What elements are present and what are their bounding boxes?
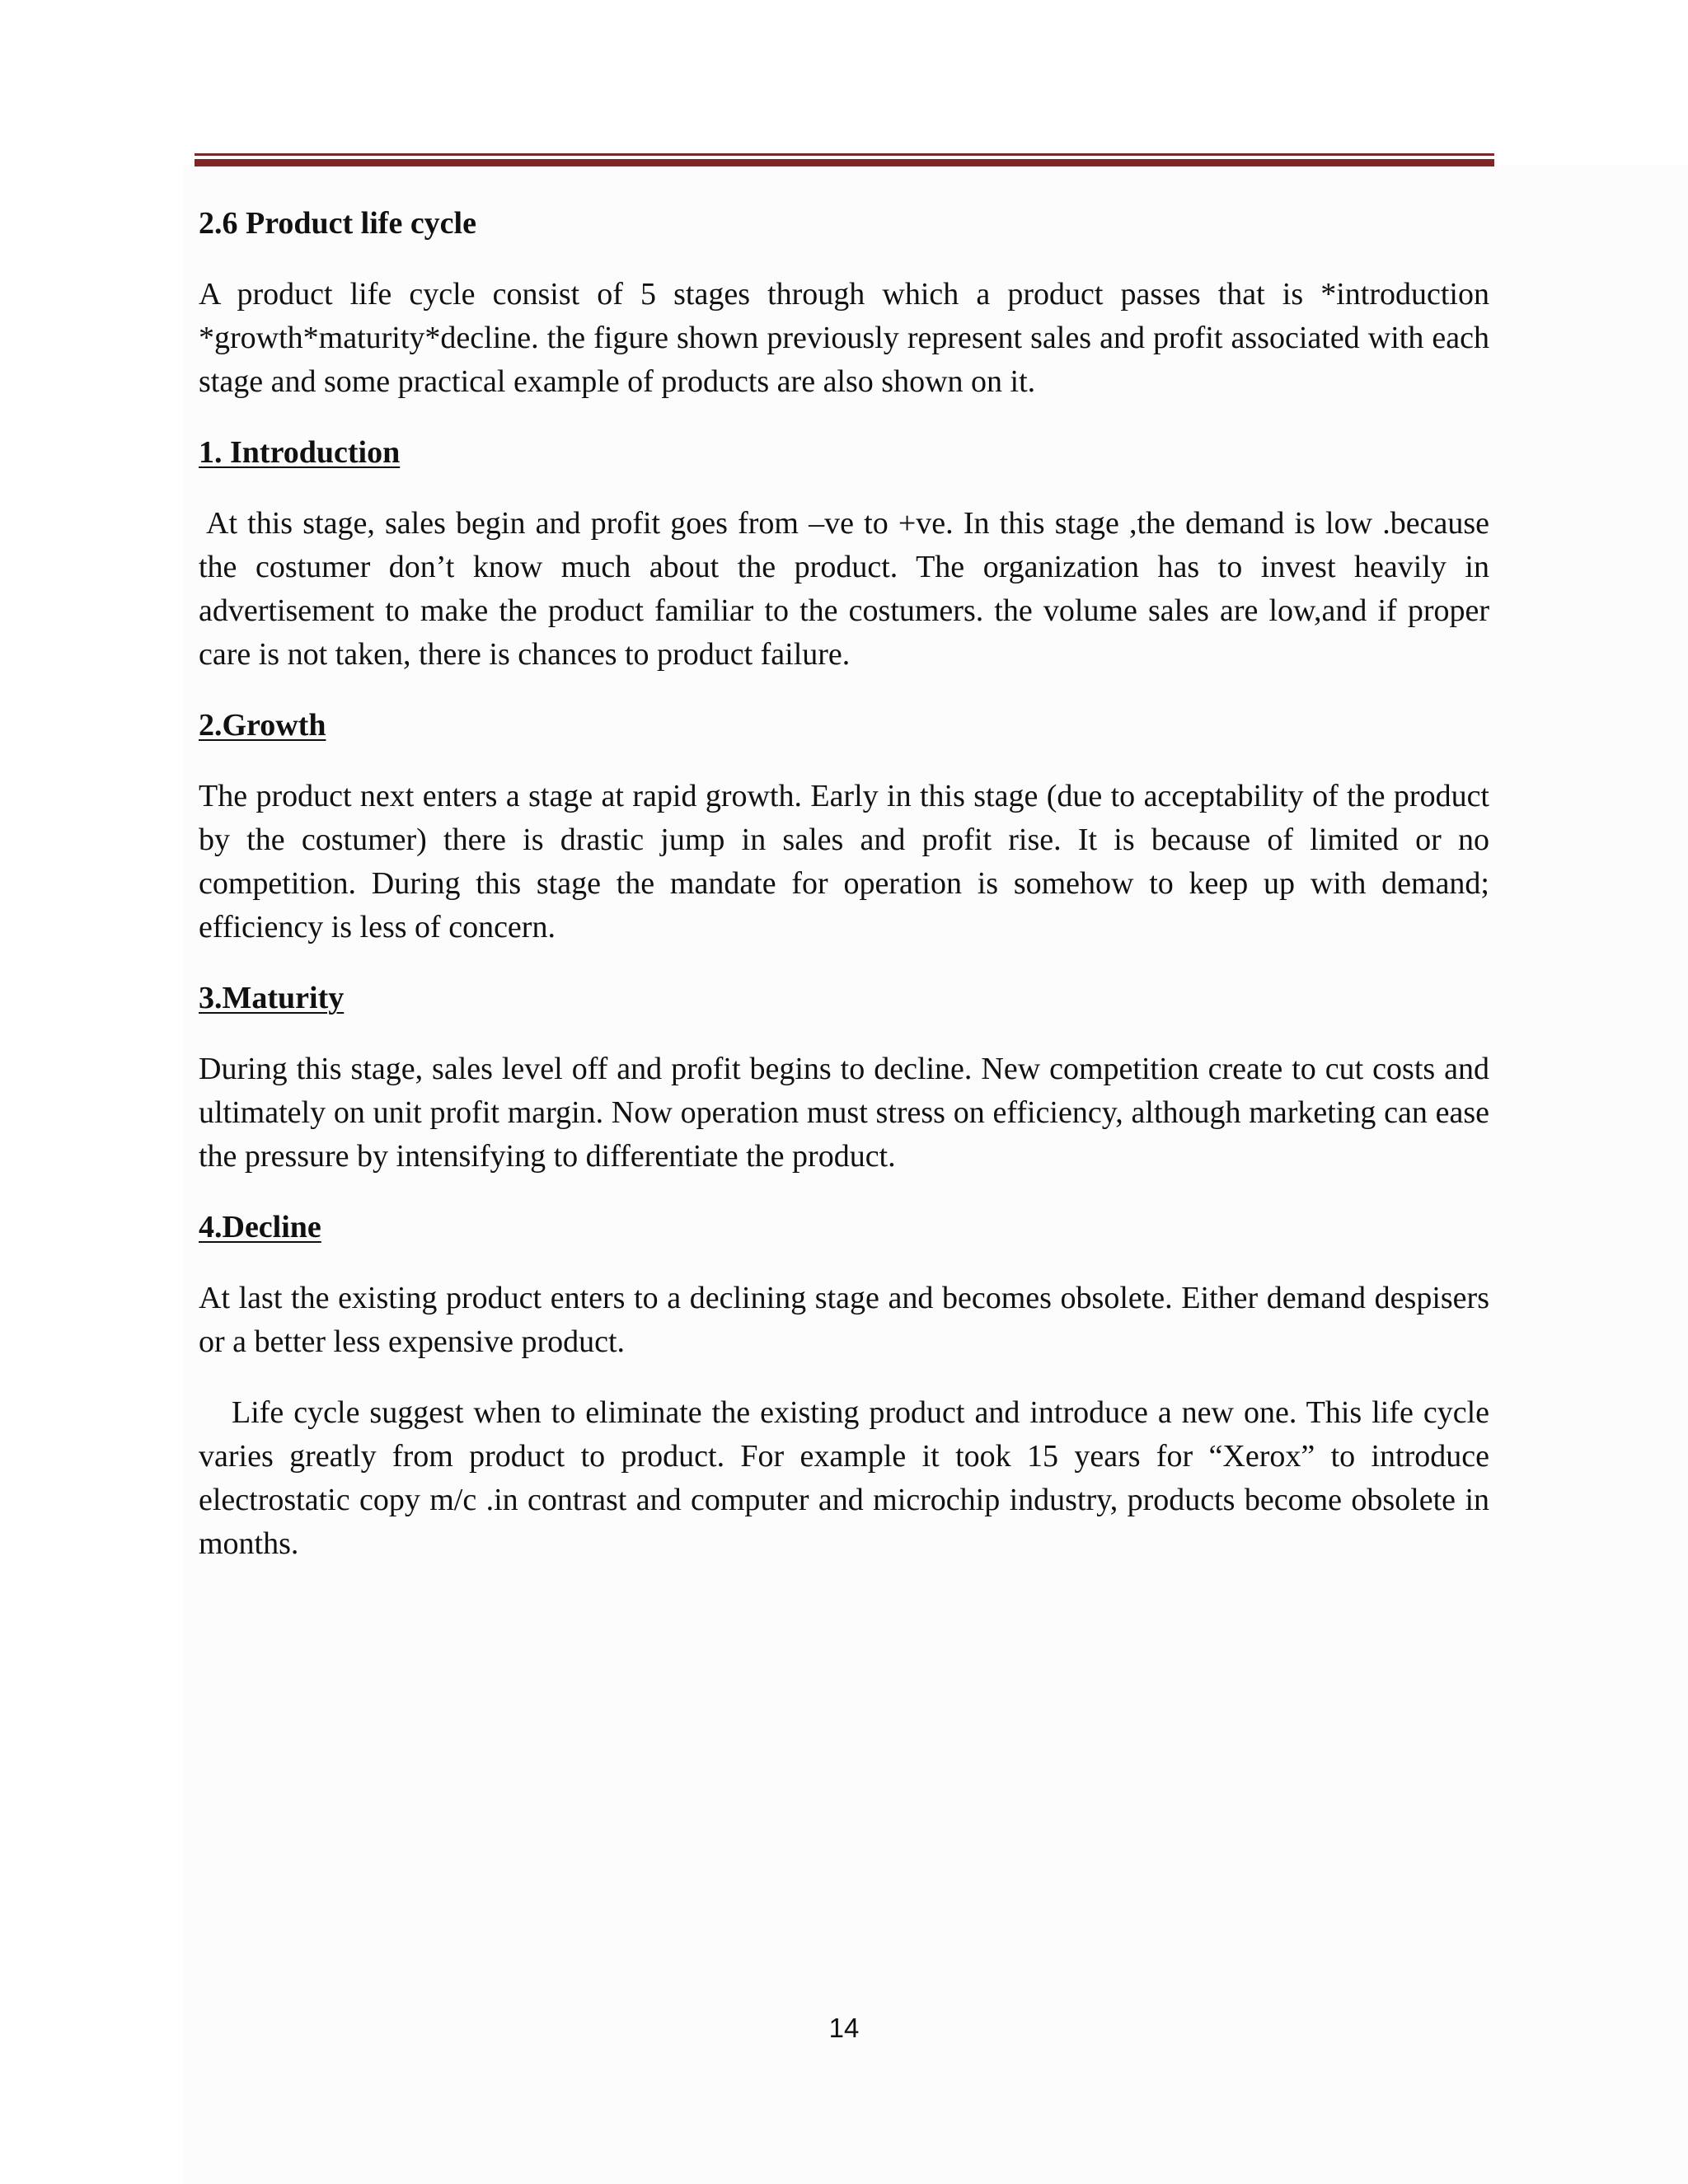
- page-content: [199, 202, 1489, 1593]
- stage-heading-growth: 2.Growth: [199, 708, 326, 743]
- stage-text-introduction: At this stage, sales begin and profit goes from –ve to +ve. In this stage ,the demand is low .because the costumer don’t know much about the product. The organization has to invest heavily in advertisement to make the product familiar to the costumers. the volume sales are low,and if proper care is not taken, there is chances to product failure.: [199, 506, 1489, 672]
- stage-heading-maturity: 3.Maturity: [199, 981, 345, 1015]
- stage-heading-decline: 4.Decline: [199, 1210, 321, 1244]
- header-rule-thick-line: [195, 159, 1494, 166]
- section-heading: 2.6 Product life cycle: [199, 206, 476, 241]
- stage-text-growth: The product next enters a stage at rapid growth. Early in this stage (due to acceptability of the product by the costumer) there is drastic jump in sales and profit rise. It is because of limited or no competition. During this stage the mandate for operation is somehow to keep up with demand; efficiency is less of concern.: [199, 779, 1489, 944]
- page-number: 14: [828, 2013, 860, 2043]
- stage-text-maturity: During this stage, sales level off and profit begins to decline. New competition create to cut costs and ultimately on unit profit margin. Now operation must stress on efficiency, although marketing can ease the pressure by intensifying to differentiate the product.: [199, 1052, 1489, 1174]
- closing-paragraph: Life cycle suggest when to eliminate the existing product and introduce a new one. This life cycle varies greatly from product to product. For example it took 15 years for “Xerox” to introduce electrostatic copy m/c .in contrast and computer and microchip industry, products become obsolete in months.: [199, 1395, 1489, 1561]
- header-rule: [195, 153, 1494, 166]
- stage-heading-introduction: 1. Introduction: [199, 435, 401, 470]
- intro-paragraph: A product life cycle consist of 5 stages through which a product passes that is *introduction *growth*maturity*decline. the figure shown previously represent sales and profit associated with each stage and some practical example of products are also shown on it.: [199, 277, 1489, 399]
- stage-text-decline: At last the existing product enters to a declining stage and becomes obsolete. Either demand despisers or a better less expensive product.: [199, 1281, 1489, 1359]
